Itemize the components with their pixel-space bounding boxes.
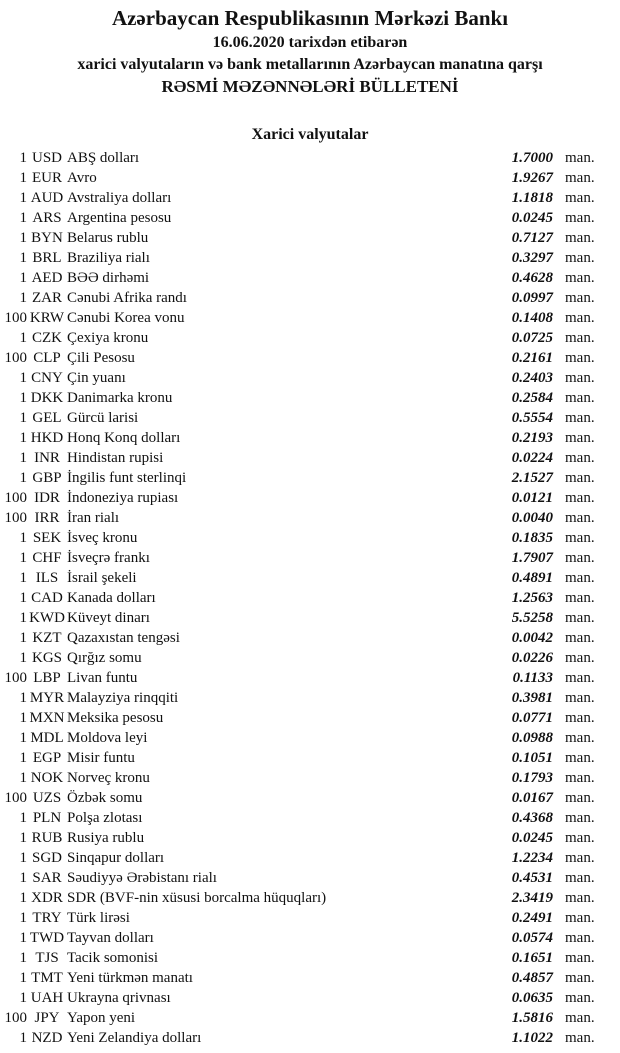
rate-value-cell: 0.0771 xyxy=(511,710,553,726)
quantity-cell: 1 xyxy=(19,810,27,826)
currency-row xyxy=(0,648,620,668)
currency-code-cell: IRR xyxy=(34,510,60,526)
currency-code-cell: CZK xyxy=(32,330,62,346)
currency-code-cell: INR xyxy=(34,450,60,466)
unit-label-cell: man. xyxy=(565,410,595,426)
rate-value-cell: 1.1818 xyxy=(511,190,553,206)
currency-name-cell: Danimarka kronu xyxy=(67,390,173,406)
rate-value-cell: 2.3419 xyxy=(511,890,553,906)
unit-label-cell: man. xyxy=(565,290,595,306)
currency-code-cell: AED xyxy=(31,270,63,286)
bulletin-header xyxy=(0,0,620,98)
currency-name-cell: Argentina pesosu xyxy=(67,210,172,226)
currency-row xyxy=(0,828,620,848)
rate-value-cell: 1.2563 xyxy=(511,590,553,606)
currency-row xyxy=(0,788,620,808)
currency-name-cell: Hindistan rupisi xyxy=(67,450,164,466)
currency-row xyxy=(0,1008,620,1028)
currency-name-cell: Yapon yeni xyxy=(67,1010,136,1026)
quantity-cell: 1 xyxy=(19,550,27,566)
currency-row xyxy=(0,248,620,268)
currency-name-cell: Çili Pesosu xyxy=(67,350,135,366)
currency-name-cell: Avro xyxy=(67,170,97,186)
rate-value-cell: 0.1051 xyxy=(511,750,553,766)
currency-row xyxy=(0,548,620,568)
currency-name-cell: Qırğız somu xyxy=(67,650,142,666)
currency-name-cell: Belarus rublu xyxy=(67,230,149,246)
currency-name-cell: Misir funtu xyxy=(67,750,135,766)
currency-name-cell: Braziliya rialı xyxy=(67,250,150,266)
currency-code-cell: NZD xyxy=(31,1030,63,1046)
quantity-cell: 1 xyxy=(19,890,27,906)
currency-row xyxy=(0,428,620,448)
quantity-cell: 1 xyxy=(19,970,27,986)
quantity-cell: 100 xyxy=(4,490,27,506)
rate-value-cell: 0.3297 xyxy=(511,250,553,266)
rate-value-cell: 1.2234 xyxy=(511,850,553,866)
unit-label-cell: man. xyxy=(565,150,595,166)
currency-row xyxy=(0,928,620,948)
rate-value-cell: 2.1527 xyxy=(511,470,553,486)
currency-name-cell: İran rialı xyxy=(67,510,120,526)
currency-name-cell: Ukrayna qrivnası xyxy=(67,990,171,1006)
unit-label-cell: man. xyxy=(565,170,595,186)
unit-label-cell: man. xyxy=(565,190,595,206)
quantity-cell: 1 xyxy=(19,930,27,946)
currency-row xyxy=(0,508,620,528)
currency-code-cell: AUD xyxy=(30,190,64,206)
currency-name-cell: Qazaxıstan tengəsi xyxy=(67,630,180,646)
currency-code-cell: UZS xyxy=(32,790,62,806)
unit-label-cell: man. xyxy=(565,530,595,546)
currency-name-cell: Özbək somu xyxy=(67,790,143,806)
rate-value-cell: 0.0574 xyxy=(511,930,553,946)
currency-code-cell: XDR xyxy=(31,890,63,906)
currency-code-cell: SAR xyxy=(32,870,62,886)
currency-name-cell: İsveçrə frankı xyxy=(67,550,150,566)
rate-value-cell: 0.2161 xyxy=(511,350,553,366)
rate-value-cell: 5.5258 xyxy=(511,610,553,626)
currency-name-cell: Kanada dolları xyxy=(67,590,156,606)
quantity-cell: 1 xyxy=(19,370,27,386)
quantity-cell: 1 xyxy=(19,710,27,726)
rate-value-cell: 0.1835 xyxy=(511,530,553,546)
quantity-cell: 100 xyxy=(4,670,27,686)
rate-value-cell: 0.0997 xyxy=(511,290,553,306)
quantity-cell: 1 xyxy=(19,530,27,546)
unit-label-cell: man. xyxy=(565,710,595,726)
unit-label-cell: man. xyxy=(565,650,595,666)
quantity-cell: 1 xyxy=(19,390,27,406)
unit-label-cell: man. xyxy=(565,210,595,226)
unit-label-cell: man. xyxy=(565,730,595,746)
quantity-cell: 1 xyxy=(19,590,27,606)
currency-code-cell: BRL xyxy=(32,250,62,266)
unit-label-cell: man. xyxy=(565,610,595,626)
currency-code-cell: MXN xyxy=(29,710,65,726)
currency-code-cell: SGD xyxy=(31,850,62,866)
quantity-cell: 1 xyxy=(19,610,27,626)
quantity-cell: 100 xyxy=(4,1010,27,1026)
quantity-cell: 1 xyxy=(19,990,27,1006)
unit-label-cell: man. xyxy=(565,770,595,786)
rate-value-cell: 1.1022 xyxy=(511,1030,553,1046)
currency-name-cell: Meksika pesosu xyxy=(67,710,164,726)
unit-label-cell: man. xyxy=(565,570,595,586)
quantity-cell: 1 xyxy=(19,850,27,866)
rate-value-cell: 0.2193 xyxy=(511,430,553,446)
unit-label-cell: man. xyxy=(565,430,595,446)
currency-row xyxy=(0,708,620,728)
section-title-foreign-currencies: Xarici valyutalar xyxy=(251,126,369,143)
currency-name-cell: İngilis funt sterlinqi xyxy=(67,470,187,486)
rate-value-cell: 0.4368 xyxy=(511,810,553,826)
quantity-cell: 1 xyxy=(19,290,27,306)
unit-label-cell: man. xyxy=(565,590,595,606)
rate-value-cell: 0.4857 xyxy=(511,970,553,986)
unit-label-cell: man. xyxy=(565,870,595,886)
quantity-cell: 1 xyxy=(19,190,27,206)
currency-name-cell: Tacik somonisi xyxy=(67,950,159,966)
rate-value-cell: 0.0040 xyxy=(511,510,553,526)
currency-name-cell: ABŞ dolları xyxy=(67,150,140,166)
quantity-cell: 100 xyxy=(4,310,27,326)
currency-name-cell: Honq Konq dolları xyxy=(67,430,181,446)
currency-code-cell: TWD xyxy=(29,930,65,946)
unit-label-cell: man. xyxy=(565,790,595,806)
unit-label-cell: man. xyxy=(565,310,595,326)
currency-row xyxy=(0,448,620,468)
rate-value-cell: 0.2584 xyxy=(511,390,553,406)
currency-name-cell: İsveç kronu xyxy=(67,530,138,546)
currency-row xyxy=(0,348,620,368)
quantity-cell: 1 xyxy=(19,770,27,786)
currency-code-cell: ARS xyxy=(32,210,62,226)
currency-name-cell: Yeni türkmən manatı xyxy=(67,970,193,986)
currency-code-cell: EGP xyxy=(32,750,62,766)
currency-code-cell: TMT xyxy=(31,970,63,986)
rate-value-cell: 0.0042 xyxy=(511,630,553,646)
currency-row xyxy=(0,968,620,988)
rate-value-cell: 0.1133 xyxy=(512,670,553,686)
unit-label-cell: man. xyxy=(565,670,595,686)
currency-name-cell: Türk lirəsi xyxy=(67,910,130,926)
currency-row xyxy=(0,608,620,628)
unit-label-cell: man. xyxy=(565,450,595,466)
quantity-cell: 1 xyxy=(19,450,27,466)
currency-row xyxy=(0,728,620,748)
currency-row xyxy=(0,148,620,168)
rate-value-cell: 0.2403 xyxy=(511,370,553,386)
currency-code-cell: JPY xyxy=(34,1010,60,1026)
unit-label-cell: man. xyxy=(565,890,595,906)
currency-code-cell: KZT xyxy=(32,630,62,646)
rate-value-cell: 0.0224 xyxy=(511,450,553,466)
currency-code-cell: KRW xyxy=(29,310,65,326)
unit-label-cell: man. xyxy=(565,830,595,846)
currency-row xyxy=(0,168,620,188)
rate-value-cell: 1.9267 xyxy=(511,170,553,186)
quantity-cell: 1 xyxy=(19,270,27,286)
rate-value-cell: 0.0725 xyxy=(511,330,553,346)
currency-row xyxy=(0,848,620,868)
unit-label-cell: man. xyxy=(565,1030,595,1046)
currency-code-cell: CAD xyxy=(31,590,63,606)
currency-name-cell: Rusiya rublu xyxy=(67,830,145,846)
currency-name-cell: BƏƏ dirhəmi xyxy=(67,270,150,286)
rate-value-cell: 0.0635 xyxy=(511,990,553,1006)
unit-label-cell: man. xyxy=(565,970,595,986)
quantity-cell: 1 xyxy=(19,570,27,586)
currency-name-cell: İsrail şekeli xyxy=(67,570,137,586)
currency-name-cell: Sinqapur dolları xyxy=(67,850,165,866)
currency-code-cell: CLP xyxy=(33,350,61,366)
currency-row xyxy=(0,688,620,708)
quantity-cell: 1 xyxy=(19,230,27,246)
rate-value-cell: 0.4531 xyxy=(511,870,553,886)
currency-name-cell: SDR (BVF-nin xüsusi borcalma hüquqları) xyxy=(67,890,327,906)
unit-label-cell: man. xyxy=(565,510,595,526)
unit-label-cell: man. xyxy=(565,930,595,946)
rate-value-cell: 0.0988 xyxy=(511,730,553,746)
currency-code-cell: GBP xyxy=(32,470,62,486)
currency-code-cell: RUB xyxy=(31,830,63,846)
currency-code-cell: TJS xyxy=(35,950,59,966)
currency-code-cell: UAH xyxy=(30,990,64,1006)
currency-row xyxy=(0,808,620,828)
quantity-cell: 1 xyxy=(19,750,27,766)
currency-row xyxy=(0,888,620,908)
currency-row xyxy=(0,488,620,508)
unit-label-cell: man. xyxy=(565,270,595,286)
currency-row xyxy=(0,308,620,328)
rate-value-cell: 0.4891 xyxy=(511,570,553,586)
currency-row xyxy=(0,868,620,888)
currency-row xyxy=(0,588,620,608)
currency-name-cell: Çexiya kronu xyxy=(67,330,149,346)
currency-code-cell: NOK xyxy=(30,770,64,786)
unit-label-cell: man. xyxy=(565,850,595,866)
currency-code-cell: EUR xyxy=(32,170,62,186)
quantity-cell: 1 xyxy=(19,250,27,266)
currency-code-cell: IDR xyxy=(34,490,60,506)
rate-value-cell: 0.0226 xyxy=(511,650,553,666)
rate-value-cell: 0.0245 xyxy=(511,830,553,846)
quantity-cell: 1 xyxy=(19,430,27,446)
currency-name-cell: Livan funtu xyxy=(67,670,138,686)
unit-label-cell: man. xyxy=(565,630,595,646)
currency-row xyxy=(0,388,620,408)
quantity-cell: 1 xyxy=(19,410,27,426)
bulletin-title: RƏSMİ MƏZƏNNƏLƏRİ BÜLLETENİ xyxy=(161,77,459,96)
currency-row xyxy=(0,268,620,288)
currency-row xyxy=(0,228,620,248)
rate-value-cell: 1.7907 xyxy=(511,550,553,566)
bank-title: Azərbaycan Respublikasının Mərkəzi Bankı xyxy=(111,6,509,30)
unit-label-cell: man. xyxy=(565,230,595,246)
unit-label-cell: man. xyxy=(565,250,595,266)
currency-row xyxy=(0,668,620,688)
currency-rates-table xyxy=(0,148,620,1048)
currency-name-cell: Moldova leyi xyxy=(67,730,148,746)
rate-value-cell: 0.1651 xyxy=(511,950,553,966)
currency-row xyxy=(0,208,620,228)
currency-name-cell: Avstraliya dolları xyxy=(67,190,172,206)
rate-value-cell: 0.4628 xyxy=(511,270,553,286)
unit-label-cell: man. xyxy=(565,470,595,486)
quantity-cell: 1 xyxy=(19,170,27,186)
currency-name-cell: Polşa zlotası xyxy=(67,810,143,826)
currency-name-cell: Cənubi Afrika randı xyxy=(67,290,187,306)
rate-value-cell: 0.3981 xyxy=(511,690,553,706)
currency-code-cell: HKD xyxy=(30,430,64,446)
rate-value-cell: 0.0245 xyxy=(511,210,553,226)
subject-line: xarici valyutaların və bank metallarının Azərbaycan manatına qarşı xyxy=(77,56,543,73)
quantity-cell: 100 xyxy=(4,790,27,806)
rate-value-cell: 0.7127 xyxy=(511,230,553,246)
currency-code-cell: CHF xyxy=(32,550,62,566)
currency-row xyxy=(0,768,620,788)
currency-code-cell: MDL xyxy=(30,730,64,746)
currency-name-cell: Malayziya rinqqiti xyxy=(67,690,179,706)
quantity-cell: 1 xyxy=(19,1030,27,1046)
unit-label-cell: man. xyxy=(565,750,595,766)
currency-code-cell: BYN xyxy=(31,230,63,246)
currency-code-cell: CNY xyxy=(31,370,63,386)
currency-row xyxy=(0,328,620,348)
unit-label-cell: man. xyxy=(565,910,595,926)
effective-date-line: 16.06.2020 tarixdən etibarən xyxy=(212,34,408,51)
currency-row xyxy=(0,188,620,208)
currency-name-cell: Cənubi Korea vonu xyxy=(67,310,185,326)
quantity-cell: 1 xyxy=(19,730,27,746)
currency-row xyxy=(0,1028,620,1048)
unit-label-cell: man. xyxy=(565,390,595,406)
currency-row xyxy=(0,528,620,548)
currency-row xyxy=(0,408,620,428)
currency-code-cell: DKK xyxy=(30,390,64,406)
quantity-cell: 1 xyxy=(19,330,27,346)
quantity-cell: 1 xyxy=(19,630,27,646)
unit-label-cell: man. xyxy=(565,550,595,566)
currency-row xyxy=(0,288,620,308)
currency-code-cell: SEK xyxy=(32,530,62,546)
currency-code-cell: ILS xyxy=(35,570,59,586)
quantity-cell: 1 xyxy=(19,470,27,486)
unit-label-cell: man. xyxy=(565,350,595,366)
currency-name-cell: İndoneziya rupiası xyxy=(67,490,179,506)
quantity-cell: 1 xyxy=(19,150,27,166)
quantity-cell: 1 xyxy=(19,690,27,706)
unit-label-cell: man. xyxy=(565,330,595,346)
unit-label-cell: man. xyxy=(565,690,595,706)
currency-code-cell: KWD xyxy=(29,610,65,626)
currency-name-cell: Tayvan dolları xyxy=(67,930,154,946)
currency-row xyxy=(0,628,620,648)
unit-label-cell: man. xyxy=(565,370,595,386)
unit-label-cell: man. xyxy=(565,1010,595,1026)
currency-row xyxy=(0,988,620,1008)
rate-value-cell: 0.0121 xyxy=(511,490,553,506)
currency-name-cell: Səudiyyə Ərəbistanı rialı xyxy=(67,870,217,886)
rate-value-cell: 1.5816 xyxy=(511,1010,553,1026)
currency-row xyxy=(0,748,620,768)
currency-code-cell: PLN xyxy=(32,810,62,826)
currency-name-cell: Yeni Zelandiya dolları xyxy=(67,1030,202,1046)
rate-value-cell: 0.0167 xyxy=(511,790,553,806)
quantity-cell: 1 xyxy=(19,950,27,966)
rate-value-cell: 0.1408 xyxy=(511,310,553,326)
currency-code-cell: MYR xyxy=(29,690,65,706)
currency-name-cell: Gürcü larisi xyxy=(67,410,139,426)
currency-row xyxy=(0,568,620,588)
currency-code-cell: TRY xyxy=(32,910,62,926)
currency-code-cell: KGS xyxy=(31,650,62,666)
currency-name-cell: Norveç kronu xyxy=(67,770,150,786)
unit-label-cell: man. xyxy=(565,990,595,1006)
unit-label-cell: man. xyxy=(565,490,595,506)
rate-value-cell: 0.5554 xyxy=(511,410,553,426)
currency-row xyxy=(0,368,620,388)
currency-row xyxy=(0,908,620,928)
rate-value-cell: 0.1793 xyxy=(511,770,553,786)
unit-label-cell: man. xyxy=(565,810,595,826)
quantity-cell: 100 xyxy=(4,350,27,366)
currency-row xyxy=(0,468,620,488)
unit-label-cell: man. xyxy=(565,950,595,966)
rate-value-cell: 0.2491 xyxy=(511,910,553,926)
currency-code-cell: USD xyxy=(31,150,62,166)
quantity-cell: 1 xyxy=(19,830,27,846)
currency-row xyxy=(0,948,620,968)
currency-code-cell: GEL xyxy=(32,410,62,426)
quantity-cell: 1 xyxy=(19,910,27,926)
currency-name-cell: Çin yuanı xyxy=(67,370,126,386)
currency-code-cell: LBP xyxy=(33,670,61,686)
quantity-cell: 1 xyxy=(19,650,27,666)
currency-code-cell: ZAR xyxy=(32,290,62,306)
quantity-cell: 100 xyxy=(4,510,27,526)
quantity-cell: 1 xyxy=(19,870,27,886)
rate-value-cell: 1.7000 xyxy=(511,150,553,166)
currency-name-cell: Küveyt dinarı xyxy=(67,610,150,626)
quantity-cell: 1 xyxy=(19,210,27,226)
